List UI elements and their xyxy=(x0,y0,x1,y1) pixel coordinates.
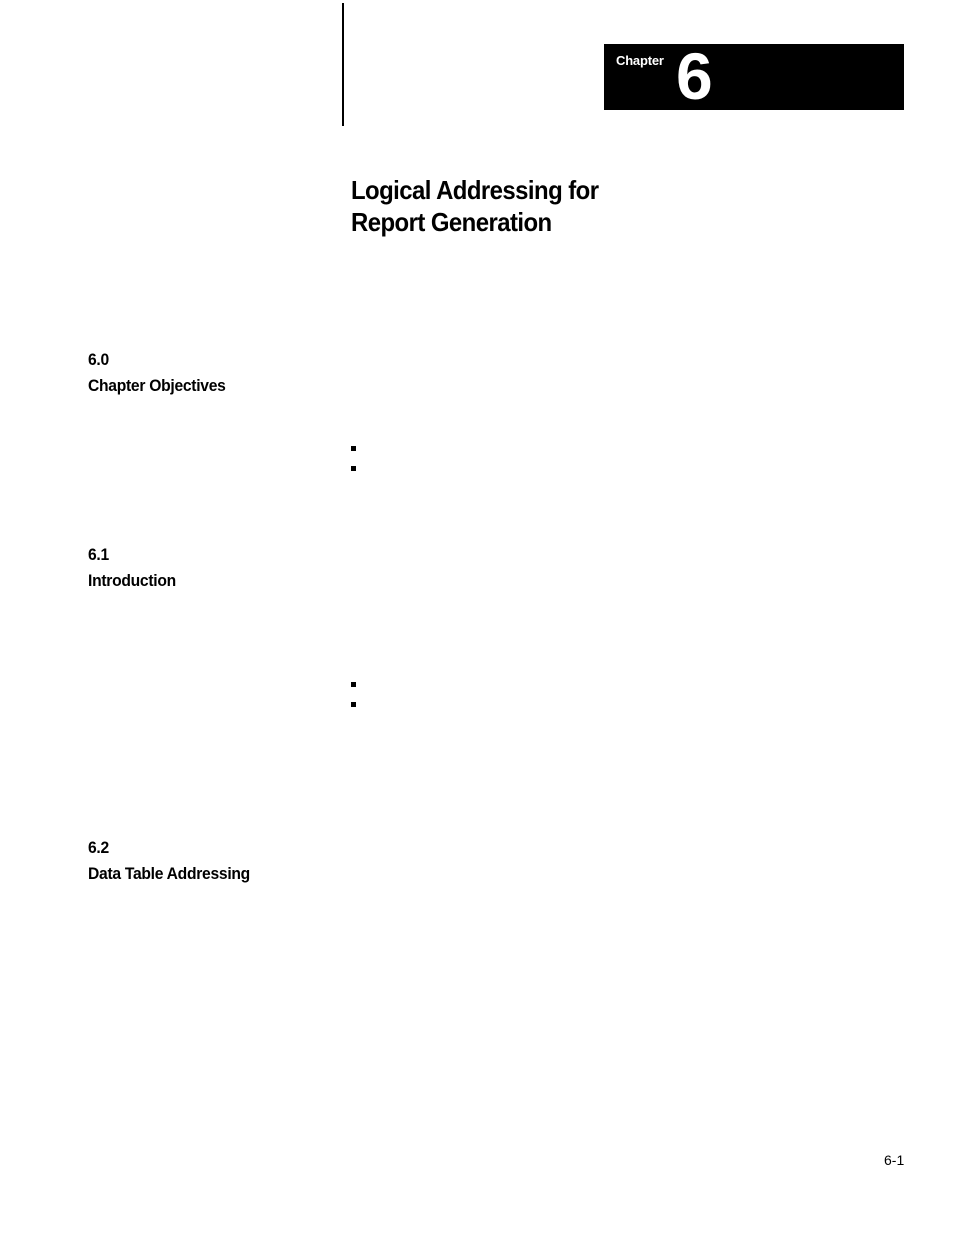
chapter-title-line-2: Report Generation xyxy=(351,207,552,237)
section-title: Data Table Addressing xyxy=(88,864,250,883)
chapter-label: Chapter xyxy=(616,53,664,68)
section-title: Introduction xyxy=(88,571,176,590)
chapter-title-line-1: Logical Addressing for xyxy=(351,175,599,205)
chapter-title xyxy=(351,174,598,238)
section-6-1-heading xyxy=(88,542,176,594)
section-title: Chapter Objectives xyxy=(88,376,226,395)
bullet-marker xyxy=(351,446,356,451)
margin-rule xyxy=(342,3,344,126)
page-number: 6-1 xyxy=(884,1152,905,1168)
bullet-marker xyxy=(351,682,356,687)
section-6-0-heading xyxy=(88,347,226,399)
bullet-marker xyxy=(351,466,356,471)
section-number: 6.1 xyxy=(88,545,109,564)
section-number: 6.0 xyxy=(88,350,109,369)
section-number: 6.2 xyxy=(88,838,109,857)
chapter-tab xyxy=(604,39,904,113)
chapter-number: 6 xyxy=(676,39,713,113)
bullet-marker xyxy=(351,702,356,707)
section-6-2-heading xyxy=(88,835,250,887)
